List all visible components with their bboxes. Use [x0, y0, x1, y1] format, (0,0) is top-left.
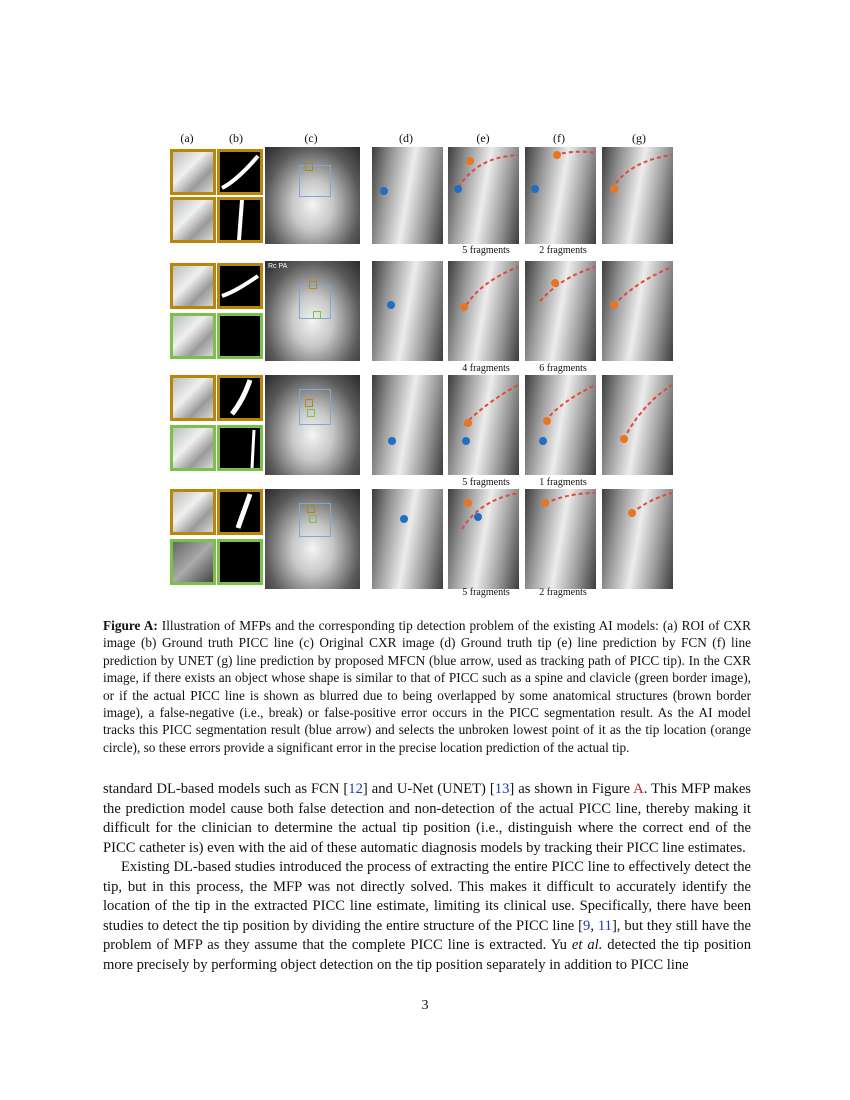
figure-caption [103, 617, 751, 756]
ground-truth-line [217, 313, 263, 359]
roi-image [170, 489, 216, 535]
col-label-e: (e) [476, 131, 490, 145]
ground-truth-line [217, 375, 263, 421]
col-label-c: (c) [304, 131, 318, 145]
roi-image [170, 149, 216, 195]
cxr-tag: Rc PA [268, 263, 288, 270]
mfcn-panel [602, 375, 673, 475]
unet-panel [525, 375, 596, 475]
figure-row-4 [167, 489, 682, 599]
text-run: , [590, 917, 598, 934]
unet-fragment-count: 6 fragments [539, 363, 587, 374]
page-number: 3 [421, 998, 429, 1013]
roi-image [170, 375, 216, 421]
caption-label: Figure A: [103, 618, 158, 633]
ground-truth-line [217, 197, 263, 243]
figure-a [167, 113, 682, 598]
text-run: ] and U-Net (UNET) [ [362, 781, 495, 797]
roi-image [170, 263, 216, 309]
fcn-fragment-count: 5 fragments [462, 245, 510, 256]
fcn-panel [448, 375, 519, 475]
ground-truth-line [217, 425, 263, 471]
text-run: Existing DL-based studies introduced the process of extracting the entire PICC line to effectively detect the tip, but in this process, the MFP was not directly solved. This makes it difficult to accurately identify the location of the tip in the extracted PICC line estimate, limiting its clinical use. Specifically, there have been studies to detect the tip position by dividing the entire structure of the PICC line [ [103, 859, 751, 934]
gt-tip-panel [372, 489, 443, 589]
fcn-fragment-count: 4 fragments [462, 363, 510, 374]
original-cxr [265, 375, 360, 475]
col-label-a: (a) [180, 131, 194, 145]
paragraph-2 [103, 858, 751, 976]
figure-row-1 [167, 147, 682, 256]
figure-row-2 [167, 259, 682, 374]
fcn-panel [448, 261, 519, 361]
original-cxr [265, 261, 360, 361]
text-run: ], but they still have the problem of MFP as they assume that the complete PICC line is extracted. Yu [103, 917, 751, 954]
original-cxr [265, 489, 360, 589]
mfcn-panel [602, 489, 673, 589]
gt-tip-panel [372, 261, 443, 361]
fcn-fragment-count: 5 fragments [462, 477, 510, 488]
text-run: et al. [571, 937, 603, 954]
paragraph-1 [103, 780, 751, 858]
text-run: standard DL-based models such as FCN [ [103, 781, 349, 797]
col-label-b: (b) [229, 131, 243, 145]
unet-panel [525, 147, 596, 244]
fcn-panel [448, 489, 519, 589]
col-label-d: (d) [399, 131, 413, 145]
ground-truth-line [217, 263, 263, 309]
col-label-f: (f) [553, 131, 565, 145]
mfcn-panel [602, 261, 673, 361]
ground-truth-line [217, 539, 263, 585]
citation-link[interactable]: 9 [583, 917, 591, 934]
text-run: . This MFP makes the prediction model cause both false detection and non-detection of the actual PICC line, thereby making it difficult for the clinician to determine the actual tip position (i.e., distinguish where the correct end of the PICC catheter is) even with the aid of these automatic diagnosis models by tracking their PICC line estimates. [103, 781, 751, 856]
caption-text: Illustration of MFPs and the corresponding tip detection problem of the existing AI models: (a) ROI of CXR image (b) Ground truth PICC line (c) Original CXR image (d) Ground truth tip (e) line prediction by FCN (f) line prediction by UNET (g) line prediction by proposed MFCN (blue arrow, used as tracking path of PICC tip). In the CXR image, if there exists an object whose shape is similar to that of PICC such as a spine and clavicle (green border image), or if the actual PICC line is shown as blurred due to being overlapped by some anatomical structures (brown border image), a false-negative (i.e., break) or false-positive error occurs in the PICC segmentation result. As the AI model tracks this PICC segmentation result (blue arrow) and selects the unbroken lowest point of it as the tip location (orange circle), so these errors provide a significant error in the precise location prediction of the actual tip. [103, 618, 751, 755]
unet-fragment-count: 2 fragments [539, 587, 587, 598]
fcn-panel [448, 147, 519, 244]
figure-link[interactable]: A [633, 781, 644, 797]
mfcn-panel [602, 147, 673, 244]
gt-tip-panel [372, 147, 443, 244]
ground-truth-line [217, 149, 263, 195]
roi-image [170, 425, 216, 471]
text-run: detected the tip position more precisely by performing object detection on the tip position separately in addition to PICC line [103, 937, 752, 973]
fcn-fragment-count: 5 fragments [462, 587, 510, 598]
roi-image [170, 197, 216, 243]
citation-link[interactable]: 12 [348, 781, 363, 797]
ground-truth-line [217, 489, 263, 535]
unet-panel [525, 261, 596, 361]
citation-link[interactable]: 11 [597, 917, 612, 934]
gt-tip-panel [372, 375, 443, 475]
unet-fragment-count: 1 fragments [539, 477, 587, 488]
col-label-g: (g) [632, 131, 646, 145]
text-run: ] as shown in Figure [509, 781, 634, 797]
figure-row-3 [167, 375, 682, 488]
roi-image [170, 539, 216, 585]
roi-image [170, 313, 216, 359]
citation-link[interactable]: 13 [494, 781, 510, 797]
original-cxr [265, 147, 360, 244]
unet-panel [525, 489, 596, 589]
unet-fragment-count: 2 fragments [539, 245, 587, 256]
